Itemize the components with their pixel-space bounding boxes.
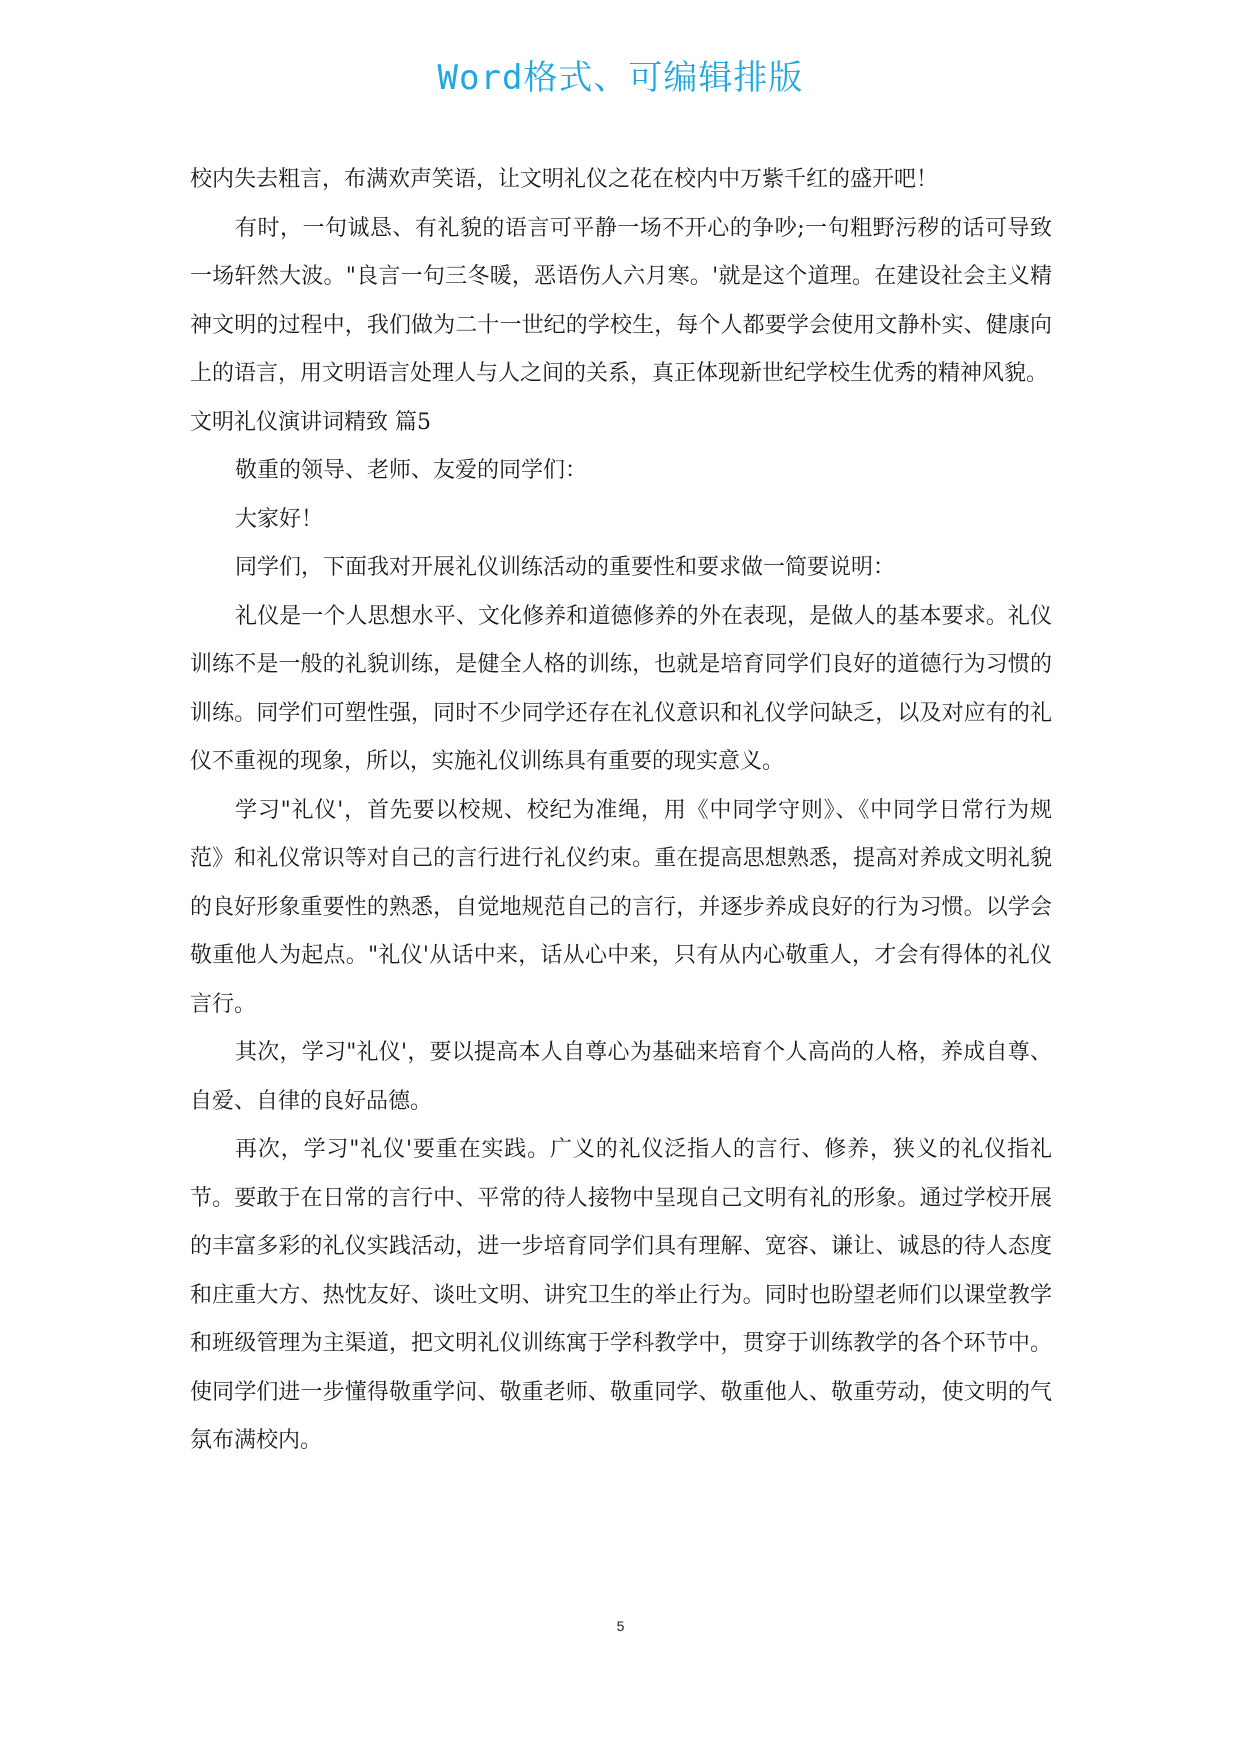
paragraph: 学习"礼仪'，首先要以校规、校纪为准绳，用《中同学守则》、《中同学日常行为规范》和礼仪常识等对自己的言行进行礼仪约束。重在提高思想熟悉，提高对养成文明礼貌的良好形象重要性的熟悉，自觉地规范自己的言行，并逐步养成良好的行为习惯。以学会敬重他人为起点。"礼仪'从话中来，话从心中来，只有从内心敬重人，才会有得体的礼仪言行。: [190, 797, 1052, 1017]
paragraph-continuation: 校内失去粗言，布满欢声笑语，让文明礼仪之花在校内中万紫千红的盛开吧！: [190, 167, 939, 192]
paragraph: 礼仪是一个人思想水平、文化修养和道德修养的外在表现，是做人的基本要求。礼仪训练不是一般的礼貌训练，是健全人格的训练，也就是培育同学们良好的道德行为习惯的训练。同学们可塑性强，同时不少同学还存在礼仪意识和礼仪学问缺乏，以及对应有的礼仪不重视的现象，所以，实施礼仪训练具有重要的现实意义。: [190, 603, 1052, 774]
page-number: 5: [616, 1618, 625, 1634]
paragraph-salutation: 敬重的领导、老师、友爱的同学们：: [235, 458, 588, 483]
paragraph: 其次，学习"礼仪'，要以提高本人自尊心为基础来培育个人高尚的人格，养成自尊、自爱、自律的良好品德。: [190, 1040, 1052, 1114]
paragraph-greeting: 大家好！: [235, 506, 324, 532]
paragraph: 有时，一句诚恳、有礼貌的语言可平静一场不开心的争吵;一句粗野污秽的话可导致一场轩然大波。"良言一句三冬暖，恶语伤人六月寒。'就是这个道理。在建设社会主义精神文明的过程中，我们做为二十一世纪的学校生，每个人都要学会使用文静朴实、健康向上的语言，用文明语言处理人与人之间的关系，真正体现新世纪学校生优秀的精神风貌。: [190, 215, 1052, 386]
page-header-title: [0, 58, 1241, 99]
header-title-latin: Word: [437, 58, 524, 98]
paragraph: 再次，学习"礼仪'要重在实践。广义的礼仪泛指人的言行、修养，狭义的礼仪指礼节。要敢于在日常的言行中、平常的待人接物中呈现自己文明有礼的形象。通过学校开展的丰富多彩的礼仪实践活动，进一步培育同学们具有理解、宽容、谦让、诚恳的待人态度和庄重大方、热忱友好、谈吐文明、讲究卫生的举止行为。同时也盼望老师们以课堂教学和班级管理为主渠道，把文明礼仪训练寓于学科教学中，贯穿于训练教学的各个环节中。使同学们进一步懂得敬重学问、敬重老师、敬重同学、敬重他人、敬重劳动，使文明的气氛布满校内。: [190, 1137, 1052, 1453]
paragraph: 同学们，下面我对开展礼仪训练活动的重要性和要求做一简要说明：: [235, 555, 896, 580]
section-heading: 文明礼仪演讲词精致 篇5: [190, 409, 431, 435]
document-body: [190, 156, 1052, 1466]
header-title-cn: 格式、可编辑排版: [523, 58, 804, 98]
